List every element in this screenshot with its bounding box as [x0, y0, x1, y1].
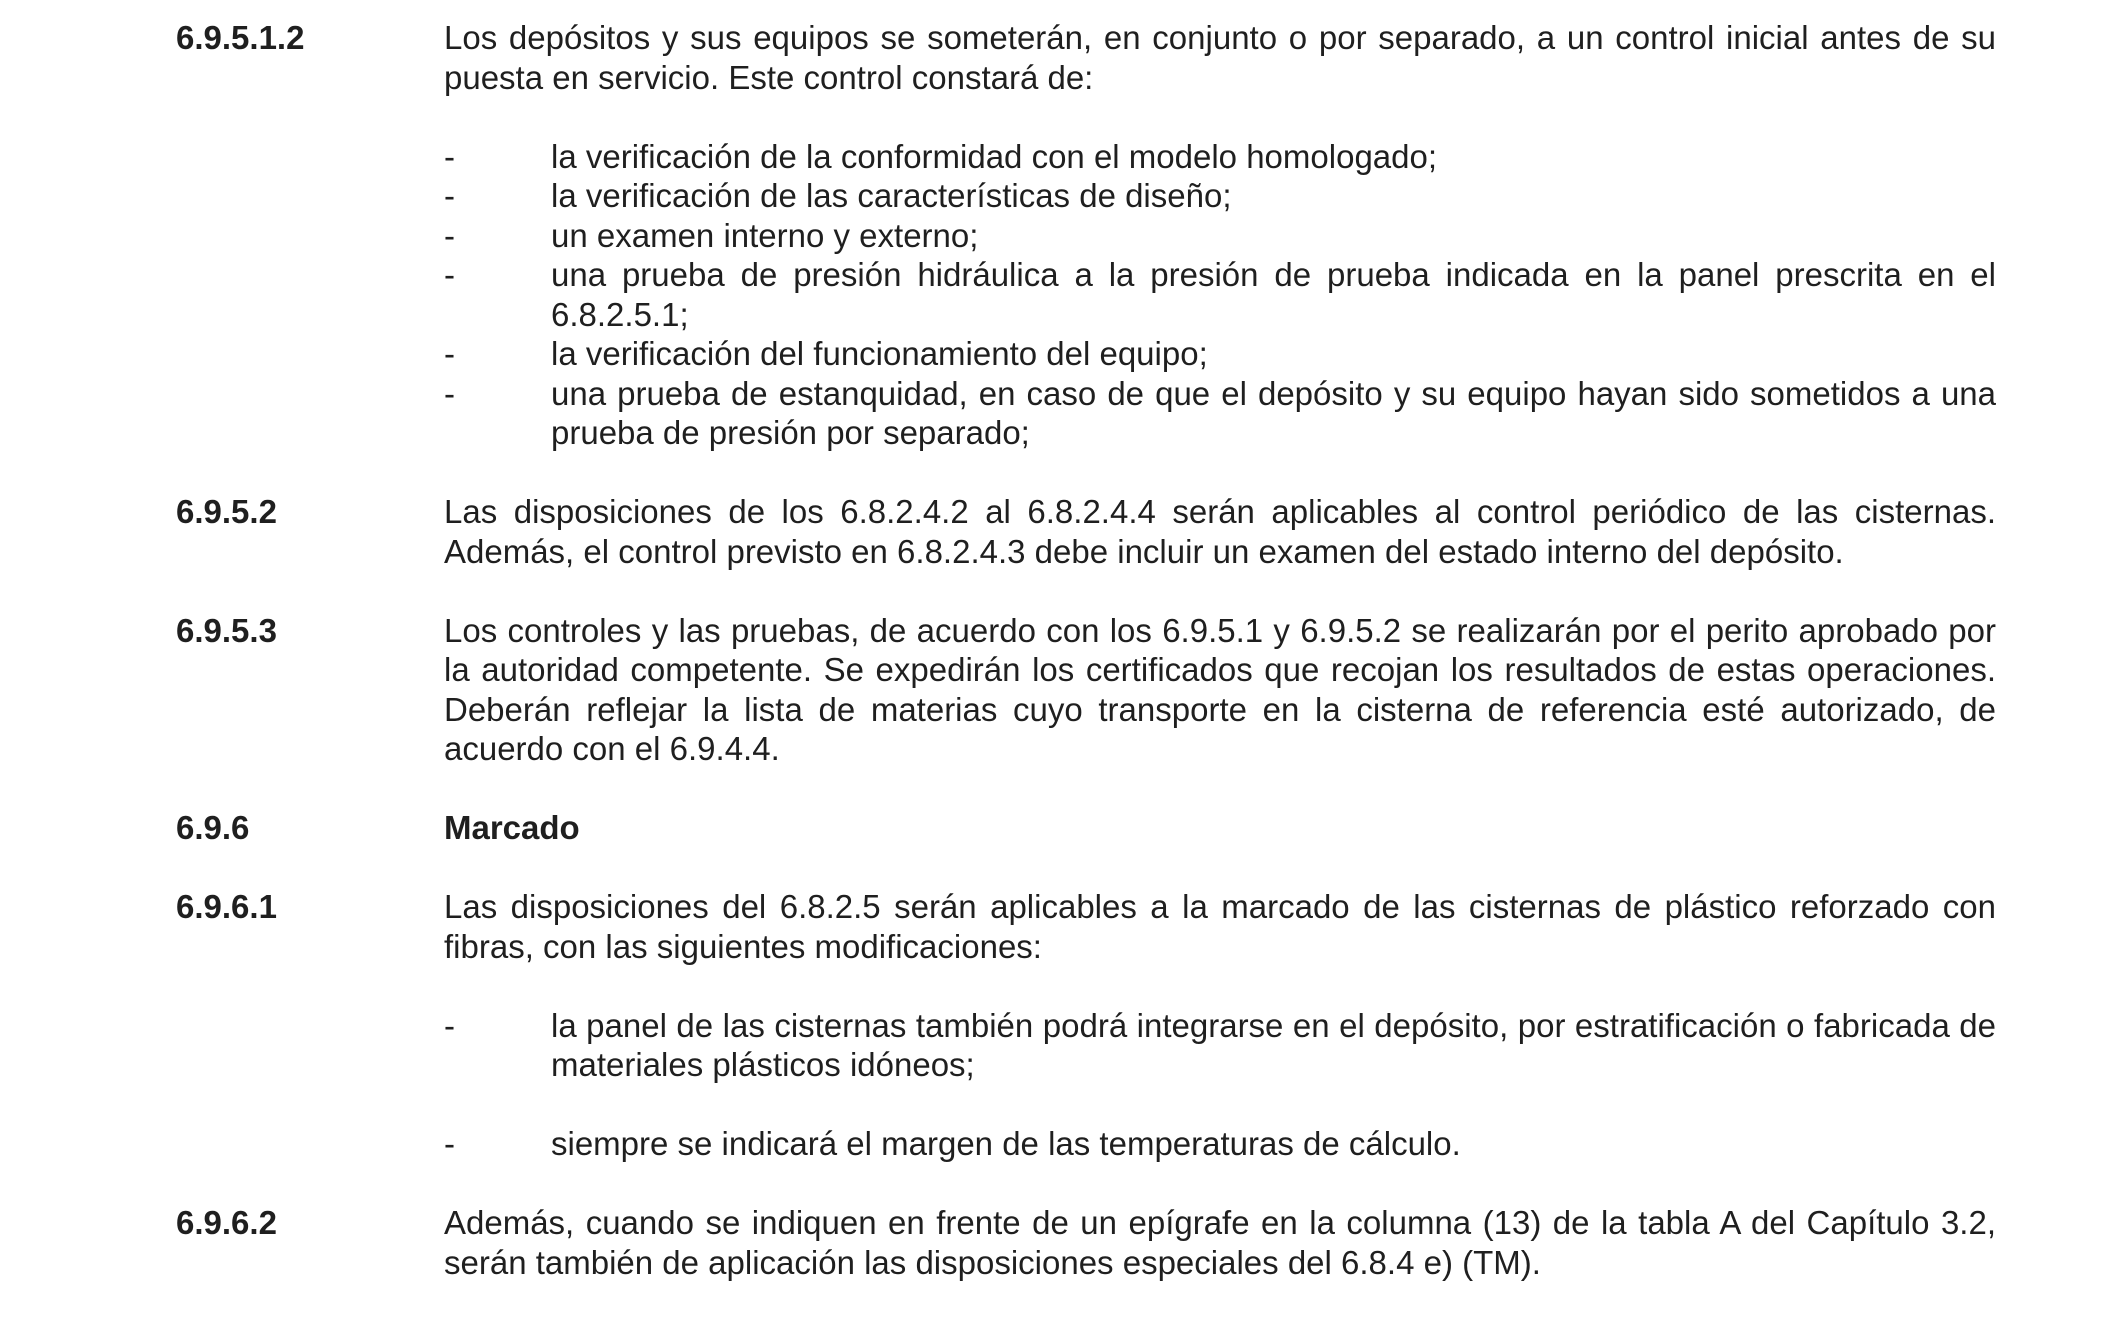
section-6-9-6-1	[0, 887, 2126, 1164]
section-paragraph: Las disposiciones del 6.8.2.5 serán aplicables a la marcado de las cisternas de plástico reforzado con fibras, con las siguientes modificaciones:	[444, 888, 1996, 965]
section-body	[444, 611, 1996, 769]
section-number: 6.9.6.2	[176, 1204, 277, 1241]
list-item-text: un examen interno y externo;	[551, 216, 979, 254]
list-item	[444, 255, 1996, 334]
section-number: 6.9.5.1.2	[176, 19, 305, 56]
list-item	[444, 216, 1996, 256]
section-paragraph: Los controles y las pruebas, de acuerdo con los 6.9.5.1 y 6.9.5.2 se realizarán por el perito aprobado por la autoridad competente. Se expedirán los certificados que recojan los resultados de estas operaciones. Deberán reflejar la lista de materias cuyo transporte en la cisterna de referencia esté autorizado, de acuerdo con el 6.9.4.4.	[444, 611, 1996, 767]
section-heading: Marcado	[444, 809, 580, 846]
dash-marker: -	[444, 335, 455, 372]
dash-marker: -	[444, 216, 455, 254]
section-body	[444, 18, 1996, 453]
dash-list	[444, 137, 1996, 453]
section-number: 6.9.6.1	[176, 888, 277, 925]
section-6-9-6-2	[0, 1203, 2126, 1282]
list-item	[444, 137, 1996, 177]
list-item-text: la panel de las cisternas también podrá integrarse en el depósito, por estratificación o fabricada de materiales plásticos idóneos;	[551, 1006, 1996, 1083]
list-item	[444, 176, 1996, 216]
dash-marker: -	[444, 1125, 455, 1162]
section-paragraph: Las disposiciones de los 6.8.2.4.2 al 6.8.2.4.4 serán aplicables al control periódico de las cisternas. Además, el control previsto en 6.8.2.4.3 debe incluir un examen del estado interno del depósito.	[444, 493, 1996, 570]
section-6-9-5-3	[0, 611, 2126, 769]
list-item-text: una prueba de presión hidráulica a la presión de prueba indicada en la panel prescrita en el 6.8.2.5.1;	[551, 256, 1996, 333]
list-item-text: la verificación de las características de diseño;	[551, 177, 1232, 214]
list-item	[444, 334, 1996, 374]
list-item-text: la verificación del funcionamiento del equipo;	[551, 335, 1208, 372]
dash-list	[444, 1006, 1996, 1164]
section-body	[444, 808, 1996, 848]
section-number: 6.9.6	[176, 809, 250, 846]
list-item-text: la verificación de la conformidad con el modelo homologado;	[551, 137, 1438, 175]
section-paragraph: Además, cuando se indiquen en frente de un epígrafe en la columna (13) de la tabla A del Capítulo 3.2, serán también de aplicación las disposiciones especiales del 6.8.4 e) (TM).	[444, 1204, 1996, 1281]
section-number: 6.9.5.3	[176, 611, 277, 649]
dash-marker: -	[444, 1006, 455, 1044]
section-6-9-6	[0, 808, 2126, 848]
section-body	[444, 887, 1996, 1164]
list-item-text: siempre se indicará el margen de las temperaturas de cálculo.	[551, 1125, 1461, 1162]
dash-marker: -	[444, 374, 455, 412]
document-page	[0, 18, 2126, 1322]
section-6-9-5-2	[0, 492, 2126, 571]
list-item	[444, 374, 1996, 453]
list-item	[444, 1124, 1996, 1164]
list-item	[444, 1006, 1996, 1085]
section-paragraph: Los depósitos y sus equipos se someterán, en conjunto o por separado, a un control inicial antes de su puesta en servicio. Este control constará de:	[444, 19, 1996, 96]
dash-marker: -	[444, 256, 455, 293]
section-number: 6.9.5.2	[176, 493, 277, 530]
dash-marker: -	[444, 177, 455, 214]
section-body	[444, 1203, 1996, 1282]
list-item-text: una prueba de estanquidad, en caso de que el depósito y su equipo hayan sido sometidos a una prueba de presión por separado;	[551, 374, 1996, 451]
section-body	[444, 492, 1996, 571]
section-6-9-5-1-2	[0, 18, 2126, 453]
dash-marker: -	[444, 137, 455, 175]
